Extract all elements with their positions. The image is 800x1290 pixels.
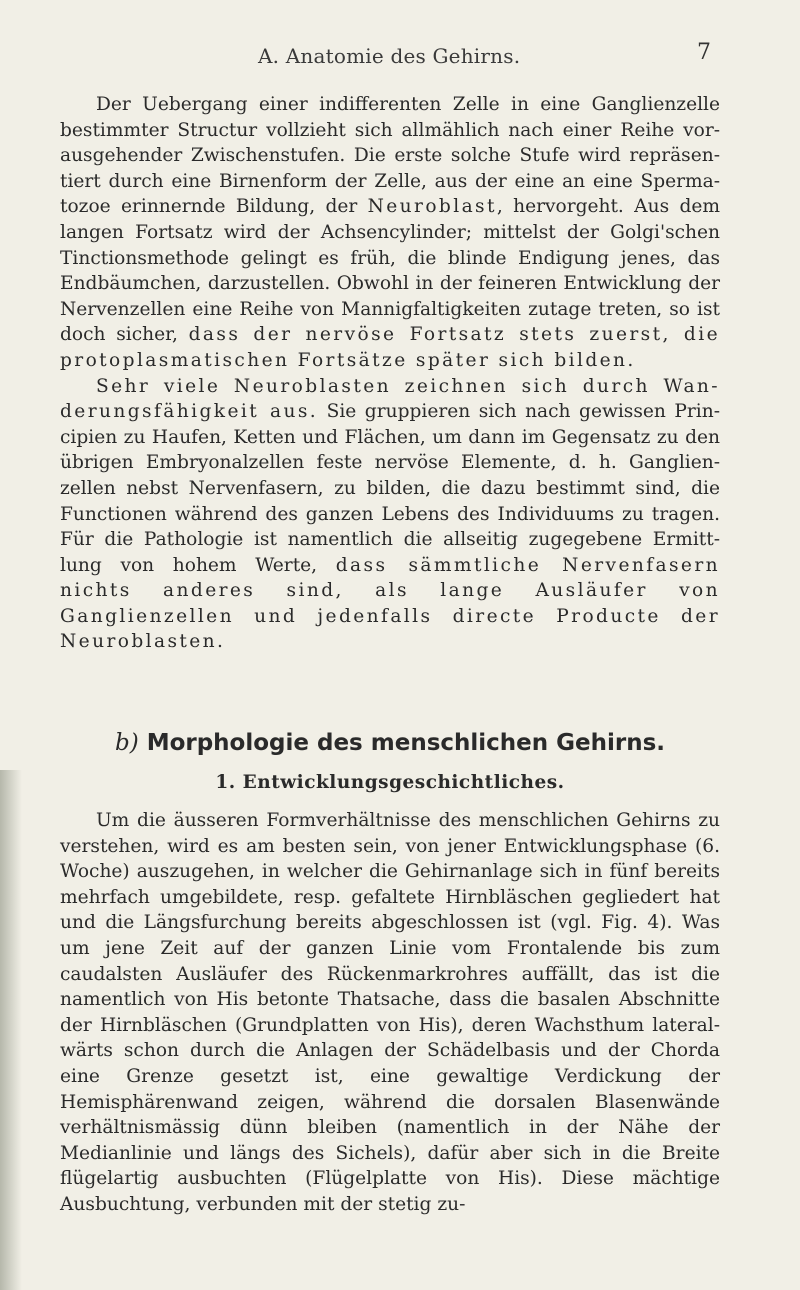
subsection-heading: 1. Entwicklungsgeschichtliches. [215,772,565,793]
paragraph-2 [60,374,720,656]
running-head: A. Anatomie des Gehirns. [258,44,521,68]
section-title: Morphologie des menschlichen Gehirns. [146,730,666,756]
paragraph-1-emphasis-b: dass der nervöse Fortsatz stets zuerst, die protoplasmatischen Fortsätze später sich bilden. [60,324,720,371]
paragraph-1-text-b: , hervorgeht. Aus dem langen Fortsatz wird der Achsencylinder; mittelst der Golgi'schen Tinctionsmethode gelingt es früh, die blinde Endigung jenes, das Endbäumchen, darzustellen. Obwohl in der feineren Entwicklung der Nervenzellen eine Reihe von Mannigfaltigkeiten zutage treten, so ist doch sicher, [60,196,720,346]
body-text-lower [60,808,720,1218]
section-heading [60,730,720,756]
paragraph-1 [60,92,720,374]
paragraph-3: Um die äusseren Formverhältnisse des menschlichen Gehirns zu verstehen, wird es am besten sein, von jener Entwicklungsphase (6. Woche) auszugehen, in welcher die Gehirnanlage sich in fünf bereits mehrfach umgebildete, resp. gefaltete Hirnbläschen gegliedert hat und die Längsfurchung bereits abgeschlossen ist (vgl. Fig. 4). Was um jene Zeit auf der ganzen Linie vom Frontalende bis zum caudalsten Ausläufer des Rückenmarkrohres auffällt, das ist die namentlich von His betonte Thatsache, dass die basalen Abschnitte der Hirnbläschen (Grundplatten von His), deren Wachsthum lateral-wärts schon durch die Anlagen der Schädelbasis und der Chorda eine Grenze gesetzt ist, eine gewaltige Verdickung der Hemisphärenwand zeigen, während die dorsalen Blasenwände verhältnismässig dünn bleiben (namentlich in der Nähe der Medianlinie und längs des Sichels), dafür aber sich in die Breite flügelartig ausbuchten (Flügelplatte von His). Diese mächtige Ausbuchtung, verbunden mit der stetig zu- [60,810,720,1215]
body-text-upper [60,92,720,655]
paragraph-2-text-a: Sie gruppieren sich nach gewissen Prin-cipien zu Haufen, Ketten und Flächen, um dann im Gegensatz zu den übrigen Embryonalzellen feste nervöse Elemente, d. h. Ganglien-zellen nebst Nervenfasern, zu bilden, die dazu bestimmt sind, die Functionen während des ganzen Lebens des Individuums zu tragen. Für die Pathologie ist namentlich die allseitig zugegebene Ermitt-lung von hohem Werte, [60,401,720,576]
paragraph-1-emphasis-a: Neuroblast [367,196,497,218]
paragraph-2-emphasis-a: Sehr viele Neuroblasten zeichnen sich durch Wan-derungsfähigkeit aus. [60,375,720,423]
paragraph-2-emphasis-b: dass sämmtliche Nervenfasern nichts anderes sind, als lange Ausläufer von Ganglienzellen und jedenfalls directe Producte der Neuroblasten. [60,554,720,653]
page-number: 7 [697,40,711,65]
paragraph-1-text-a: Der Uebergang einer indifferenten Zelle in eine Ganglienzelle bestimmter Structur vollzieht sich allmählich nach einer Reihe vor-ausgehender Zwischenstufen. Die erste solche Stufe wird repräsen-tiert durch eine Birnenform der Zelle, aus der eine an eine Sperma-tozoe erinnernde Bildung, der [60,94,720,218]
section-letter: b) [114,730,139,756]
scan-edge-shadow [0,770,22,1290]
